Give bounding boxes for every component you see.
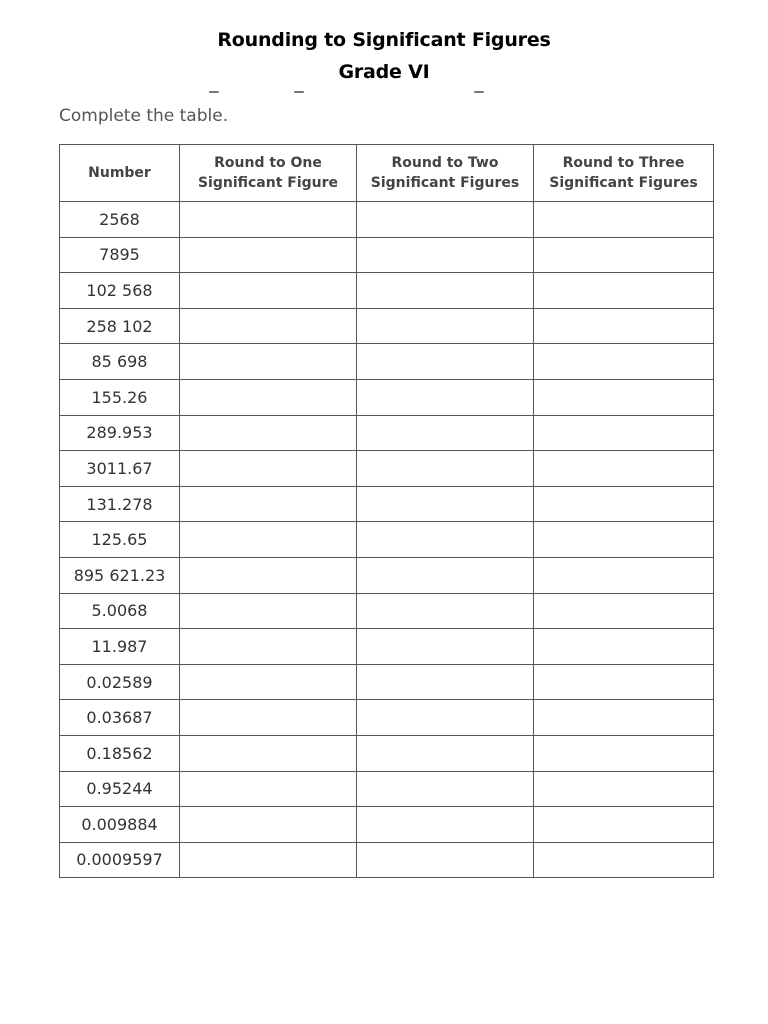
scan-artifact-mark [294, 91, 304, 93]
number-cell: 0.02589 [60, 664, 180, 700]
answer-two-sig-figs-cell[interactable] [357, 344, 534, 380]
number-cell: 102 568 [60, 273, 180, 309]
scan-artifact-mark [209, 91, 219, 93]
number-cell: 155.26 [60, 379, 180, 415]
table-row [60, 486, 714, 522]
answer-two-sig-figs-cell[interactable] [357, 664, 534, 700]
table-row [60, 842, 714, 878]
answer-two-sig-figs-cell[interactable] [357, 522, 534, 558]
answer-three-sig-figs-cell[interactable] [534, 344, 714, 380]
table-row [60, 202, 714, 238]
answer-two-sig-figs-cell[interactable] [357, 486, 534, 522]
answer-three-sig-figs-cell[interactable] [534, 557, 714, 593]
answer-three-sig-figs-cell[interactable] [534, 415, 714, 451]
table-row [60, 273, 714, 309]
grade-label: Grade VI [338, 61, 430, 83]
answer-two-sig-figs-cell[interactable] [357, 557, 534, 593]
number-cell: 289.953 [60, 415, 180, 451]
answer-three-sig-figs-cell[interactable] [534, 486, 714, 522]
column-header-number: Number [60, 145, 180, 202]
table-row [60, 451, 714, 487]
number-cell: 0.009884 [60, 807, 180, 843]
answer-one-sig-fig-cell[interactable] [180, 273, 357, 309]
number-cell: 0.0009597 [60, 842, 180, 878]
table-header-row [60, 145, 714, 202]
table-row [60, 735, 714, 771]
table-row [60, 415, 714, 451]
instruction-text: Complete the table. [59, 106, 229, 126]
column-header-label: Round to Three Significant Figures [549, 155, 698, 191]
table-body [60, 202, 714, 878]
table-row [60, 807, 714, 843]
answer-one-sig-fig-cell[interactable] [180, 486, 357, 522]
table-row [60, 308, 714, 344]
answer-two-sig-figs-cell[interactable] [357, 415, 534, 451]
answer-one-sig-fig-cell[interactable] [180, 202, 357, 238]
number-cell: 5.0068 [60, 593, 180, 629]
table-row [60, 237, 714, 273]
answer-one-sig-fig-cell[interactable] [180, 771, 357, 807]
answer-one-sig-fig-cell[interactable] [180, 664, 357, 700]
number-cell: 125.65 [60, 522, 180, 558]
answer-one-sig-fig-cell[interactable] [180, 379, 357, 415]
table-row [60, 629, 714, 665]
answer-three-sig-figs-cell[interactable] [534, 202, 714, 238]
answer-three-sig-figs-cell[interactable] [534, 842, 714, 878]
rounding-table [59, 144, 714, 878]
table-row [60, 522, 714, 558]
answer-one-sig-fig-cell[interactable] [180, 237, 357, 273]
table-row [60, 593, 714, 629]
answer-two-sig-figs-cell[interactable] [357, 237, 534, 273]
answer-one-sig-fig-cell[interactable] [180, 522, 357, 558]
worksheet-title: Rounding to Significant Figures [217, 29, 551, 51]
table-row [60, 771, 714, 807]
table-row [60, 344, 714, 380]
number-cell: 11.987 [60, 629, 180, 665]
answer-one-sig-fig-cell[interactable] [180, 593, 357, 629]
answer-three-sig-figs-cell[interactable] [534, 237, 714, 273]
answer-one-sig-fig-cell[interactable] [180, 842, 357, 878]
answer-one-sig-fig-cell[interactable] [180, 557, 357, 593]
answer-two-sig-figs-cell[interactable] [357, 593, 534, 629]
answer-two-sig-figs-cell[interactable] [357, 735, 534, 771]
answer-three-sig-figs-cell[interactable] [534, 735, 714, 771]
number-cell: 0.18562 [60, 735, 180, 771]
scan-artifact-mark [474, 91, 484, 93]
answer-three-sig-figs-cell[interactable] [534, 700, 714, 736]
answer-two-sig-figs-cell[interactable] [357, 451, 534, 487]
answer-three-sig-figs-cell[interactable] [534, 379, 714, 415]
answer-two-sig-figs-cell[interactable] [357, 629, 534, 665]
column-header-round-two [357, 145, 534, 202]
answer-one-sig-fig-cell[interactable] [180, 451, 357, 487]
answer-one-sig-fig-cell[interactable] [180, 735, 357, 771]
answer-one-sig-fig-cell[interactable] [180, 807, 357, 843]
column-header-round-three [534, 145, 714, 202]
answer-three-sig-figs-cell[interactable] [534, 664, 714, 700]
answer-two-sig-figs-cell[interactable] [357, 308, 534, 344]
column-header-label: Round to One Significant Figure [197, 155, 339, 191]
number-cell: 85 698 [60, 344, 180, 380]
number-cell: 7895 [60, 237, 180, 273]
number-cell: 3011.67 [60, 451, 180, 487]
table-row [60, 700, 714, 736]
answer-three-sig-figs-cell[interactable] [534, 593, 714, 629]
answer-two-sig-figs-cell[interactable] [357, 379, 534, 415]
answer-two-sig-figs-cell[interactable] [357, 700, 534, 736]
table-row [60, 664, 714, 700]
answer-one-sig-fig-cell[interactable] [180, 700, 357, 736]
number-cell: 131.278 [60, 486, 180, 522]
table-row [60, 557, 714, 593]
answer-one-sig-fig-cell[interactable] [180, 415, 357, 451]
answer-one-sig-fig-cell[interactable] [180, 344, 357, 380]
column-header-round-one [180, 145, 357, 202]
answer-one-sig-fig-cell[interactable] [180, 308, 357, 344]
answer-two-sig-figs-cell[interactable] [357, 842, 534, 878]
answer-three-sig-figs-cell[interactable] [534, 308, 714, 344]
answer-two-sig-figs-cell[interactable] [357, 807, 534, 843]
answer-two-sig-figs-cell[interactable] [357, 202, 534, 238]
answer-three-sig-figs-cell[interactable] [534, 629, 714, 665]
answer-one-sig-fig-cell[interactable] [180, 629, 357, 665]
number-cell: 0.03687 [60, 700, 180, 736]
answer-three-sig-figs-cell[interactable] [534, 522, 714, 558]
answer-three-sig-figs-cell[interactable] [534, 807, 714, 843]
table-row [60, 379, 714, 415]
answer-two-sig-figs-cell[interactable] [357, 771, 534, 807]
answer-three-sig-figs-cell[interactable] [534, 451, 714, 487]
answer-three-sig-figs-cell[interactable] [534, 273, 714, 309]
number-cell: 2568 [60, 202, 180, 238]
number-cell: 258 102 [60, 308, 180, 344]
number-cell: 0.95244 [60, 771, 180, 807]
number-cell: 895 621.23 [60, 557, 180, 593]
answer-two-sig-figs-cell[interactable] [357, 273, 534, 309]
answer-three-sig-figs-cell[interactable] [534, 771, 714, 807]
column-header-label: Round to Two Significant Figures [370, 155, 520, 191]
